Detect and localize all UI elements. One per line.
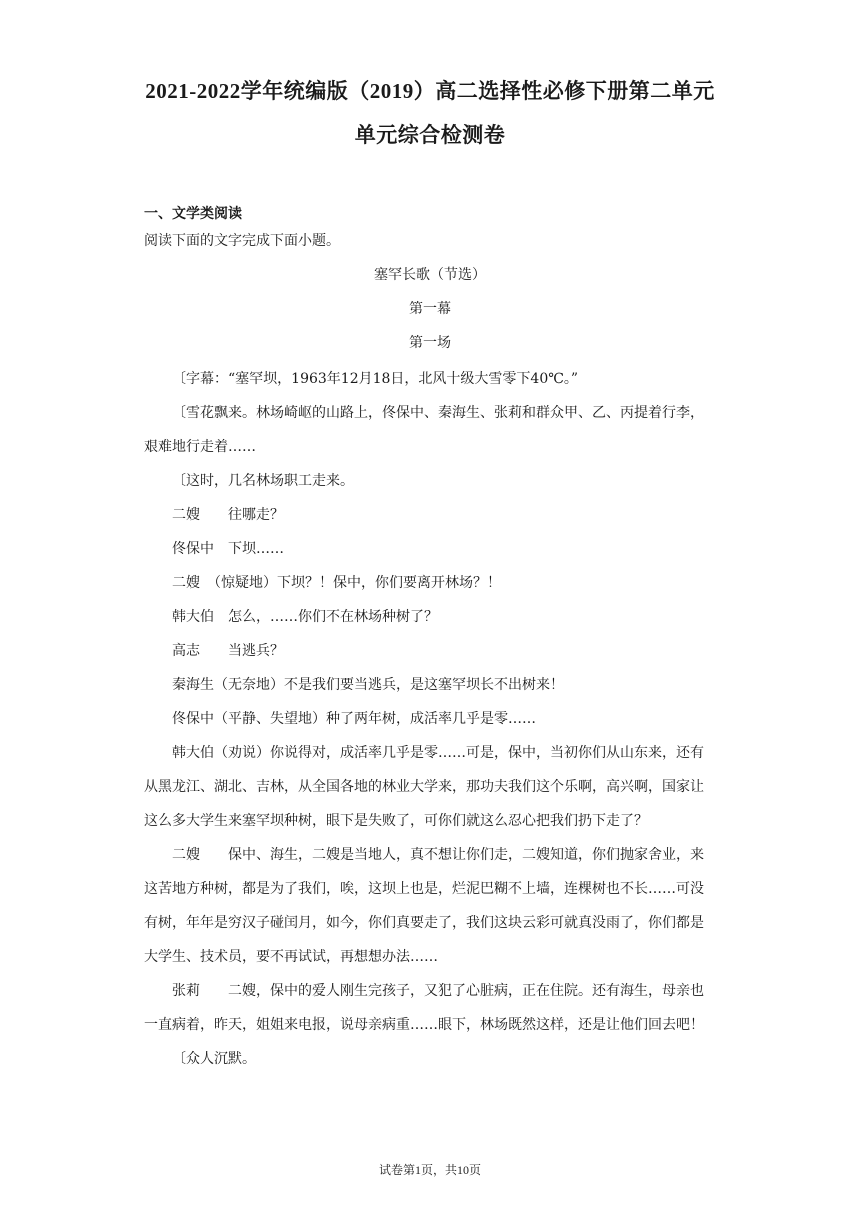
act-heading: 第一幕 (409, 301, 451, 317)
stage-direction: 〔这时，几名林场职工走来。 (172, 473, 354, 489)
dialogue-line: 佟保中（平静、失望地）种了两年树，成活率几乎是零…… (172, 711, 536, 727)
dialogue-line: 秦海生（无奈地）不是我们要当逃兵，是这塞罕坝长不出树来！ (172, 677, 564, 693)
stage-direction: 〔字幕：“塞罕坝，1963年12月18日，北风十级大雪零下40℃。” (172, 371, 579, 387)
dialogue-line: 韩大伯 怎么，……你们不在林场种树了？ (172, 609, 438, 625)
dialogue-line: 二嫂 保中、海生，二嫂是当地人，真不想让你们走，二嫂知道，你们抛家舍业，来这苦地方种树，都是为了我们，唉，这坝上也是，烂泥巴糊不上墙，连棵树也不长……可没有树，年年是穷汉子碰闰月，如今，你们真要走了，我们这块云彩可就真没雨了，你们都是大学生、技术员，要不再试试，再想想办法…… (144, 847, 704, 965)
play-title: 塞罕长歌（节选） (374, 267, 486, 283)
dialogue-line: 二嫂 往哪走？ (172, 507, 284, 523)
stage-direction: 〔众人沉默。 (172, 1051, 256, 1067)
play-passage (144, 362, 716, 1076)
dialogue-line: 张莉 二嫂，保中的爱人刚生完孩子，又犯了心脏病，正在住院。还有海生，母亲也一直病着，昨天，姐姐来电报，说母亲病重……眼下，林场既然这样，还是让他们回去吧！ (144, 983, 704, 1033)
reading-instruction: 阅读下面的文字完成下面小题。 (144, 233, 340, 249)
dialogue-line: 韩大伯（劝说）你说得对，成活率几乎是零……可是，保中，当初你们从山东来，还有从黑龙江、湖北、吉林，从全国各地的林业大学来，那功夫我们这个乐啊，高兴啊，国家让这么多大学生来塞罕坝种树，眼下是失败了，可你们就这么忍心把我们扔下走了？ (144, 745, 704, 829)
dialogue-line: 高志 当逃兵？ (172, 643, 284, 659)
section-heading: 一、文学类阅读 (144, 206, 242, 222)
page-title: 2021-2022学年统编版（2019）高二选择性必修下册第二单元 (145, 79, 715, 103)
scene-heading: 第一场 (409, 335, 451, 351)
page-footer: 试卷第1页，共10页 (378, 1163, 481, 1177)
dialogue-line: 二嫂 （惊疑地）下坝？！保中，你们要离开林场？！ (172, 575, 501, 591)
stage-direction: 〔雪花飘来。林场崎岖的山路上，佟保中、秦海生、张莉和群众甲、乙、丙提着行李，艰难地行走着…… (144, 405, 704, 455)
dialogue-line: 佟保中 下坝…… (172, 541, 284, 557)
page-subtitle: 单元综合检测卷 (354, 123, 506, 147)
